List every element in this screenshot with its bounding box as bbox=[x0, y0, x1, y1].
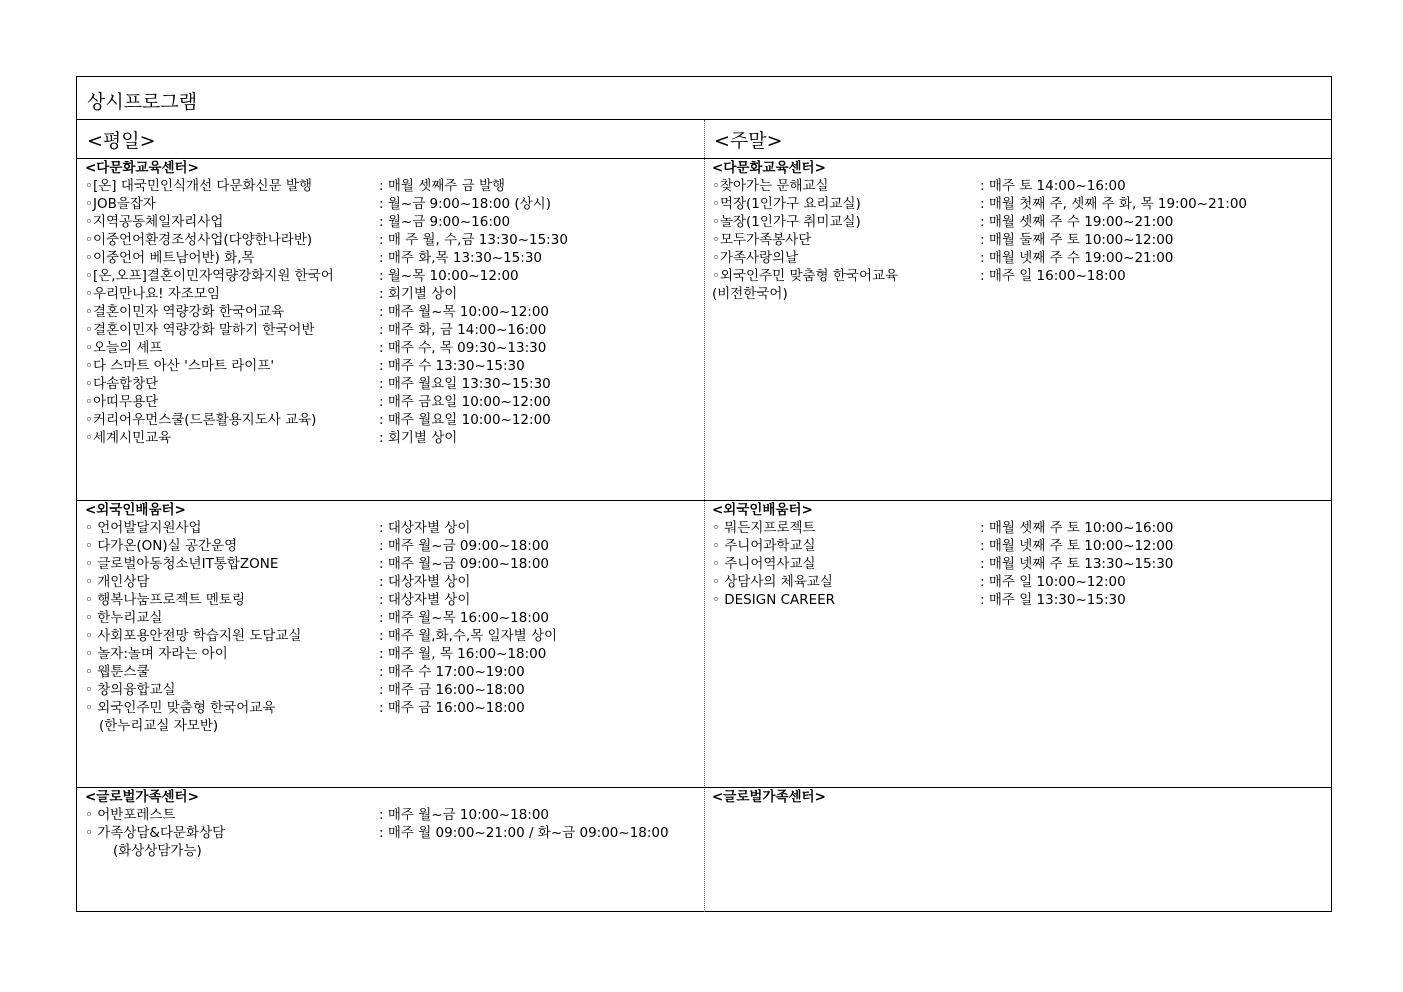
program-item bbox=[85, 555, 700, 573]
program-schedule: : 매주 금 16:00~18:00 bbox=[379, 682, 525, 698]
program-name: ◦다 스마트 아산 '스마트 라이프' bbox=[85, 358, 275, 374]
program-name: ◦커리어우먼스쿨(드론활용지도사 교육) bbox=[85, 412, 317, 428]
program-name: ◦ 사회포용안전망 학습지원 도담교실 bbox=[85, 628, 302, 644]
program-name: ◦ 개인상담 bbox=[85, 574, 150, 590]
weekend-multicultural-section bbox=[712, 159, 1327, 303]
program-schedule: : 매월 셋째 주 수 19:00~21:00 bbox=[980, 214, 1174, 230]
weekday-header: <평일> bbox=[87, 130, 156, 152]
program-item bbox=[85, 824, 700, 842]
program-schedule: : 대상자별 상이 bbox=[379, 520, 471, 536]
program-schedule: : 대상자별 상이 bbox=[379, 574, 471, 590]
program-item bbox=[85, 591, 700, 609]
program-item bbox=[85, 375, 700, 393]
program-schedule: : 매월 첫째 주, 셋째 주 화, 목 19:00~21:00 bbox=[980, 196, 1247, 212]
program-schedule: : 매주 일 10:00~12:00 bbox=[980, 574, 1126, 590]
program-schedule: : 매주 월 09:00~21:00 / 화~금 09:00~18:00 bbox=[379, 825, 669, 841]
program-item bbox=[712, 195, 1327, 213]
program-schedule: : 매주 토 14:00~16:00 bbox=[980, 178, 1126, 194]
program-schedule: : 매주 월~금 10:00~18:00 bbox=[379, 807, 550, 823]
program-schedule: : 매주 월,화,수,목 일자별 상이 bbox=[379, 628, 558, 644]
program-item bbox=[85, 806, 700, 824]
weekday-multicultural-section bbox=[85, 159, 700, 447]
program-name: ◦ 다가온(ON)실 공간운영 bbox=[85, 538, 238, 554]
item-continuation: (화상상담가능) bbox=[113, 843, 202, 859]
program-schedule: : 매주 월, 목 16:00~18:00 bbox=[379, 646, 547, 662]
program-schedule: : 월~금 9:00~16:00 bbox=[379, 214, 511, 230]
program-name: ◦세계시민교육 bbox=[85, 430, 172, 446]
program-name: ◦아띠무용단 bbox=[85, 394, 159, 410]
program-item bbox=[85, 411, 700, 429]
program-schedule: : 매주 화,목 13:30~15:30 bbox=[379, 250, 542, 266]
section-title: <글로벌가족센터> bbox=[85, 789, 199, 805]
section-title: <외국인배움터> bbox=[85, 502, 186, 518]
program-name: ◦[온,오프]결혼이민자역량강화지원 한국어 bbox=[85, 268, 334, 284]
program-item bbox=[85, 321, 700, 339]
program-schedule: : 매주 일 13:30~15:30 bbox=[980, 592, 1126, 608]
program-item bbox=[712, 231, 1327, 249]
program-item bbox=[712, 249, 1327, 267]
program-schedule: : 매월 넷째 주 수 19:00~21:00 bbox=[980, 250, 1174, 266]
program-schedule: : 매주 수 17:00~19:00 bbox=[379, 664, 525, 680]
program-name: ◦모두가족봉사단 bbox=[712, 232, 812, 248]
program-name: ◦오늘의 셰프 bbox=[85, 340, 163, 356]
program-schedule: : 매주 금 16:00~18:00 bbox=[379, 700, 525, 716]
page-title: 상시프로그램 bbox=[87, 91, 198, 113]
program-item bbox=[85, 303, 700, 321]
program-schedule: : 매주 월요일 10:00~12:00 bbox=[379, 412, 551, 428]
program-schedule: : 매주 일 16:00~18:00 bbox=[980, 268, 1126, 284]
program-name: ◦ 어반포레스트 bbox=[85, 807, 176, 823]
program-item bbox=[712, 177, 1327, 195]
section-title: <다문화교육센터> bbox=[85, 160, 199, 176]
program-schedule: : 매월 둘째 주 토 10:00~12:00 bbox=[980, 232, 1174, 248]
program-name: ◦ 웹툰스쿨 bbox=[85, 664, 150, 680]
program-item bbox=[85, 177, 700, 195]
item-continuation: (비전한국어) bbox=[712, 286, 788, 302]
program-schedule: : 매주 월~목 16:00~18:00 bbox=[379, 610, 550, 626]
program-item bbox=[712, 555, 1327, 573]
program-name: ◦ 주니어역사교실 bbox=[712, 556, 816, 572]
program-schedule: : 매주 월~금 09:00~18:00 bbox=[379, 556, 550, 572]
program-item bbox=[712, 573, 1327, 591]
program-name: ◦이중언어환경조성사업(다양한나라반) bbox=[85, 232, 313, 248]
program-schedule: : 월~목 10:00~12:00 bbox=[379, 268, 519, 284]
program-name: ◦ 창의융합교실 bbox=[85, 682, 176, 698]
program-item bbox=[712, 591, 1327, 609]
program-item bbox=[85, 573, 700, 591]
program-schedule: : 매월 넷째 주 토 13:30~15:30 bbox=[980, 556, 1174, 572]
program-name: ◦결혼이민자 역량강화 한국어교육 bbox=[85, 304, 285, 320]
program-name: ◦JOB을잡자 bbox=[85, 196, 156, 212]
program-name: ◦[온] 대국민인식개선 다문화신문 발행 bbox=[85, 178, 312, 194]
program-item bbox=[85, 357, 700, 375]
program-item bbox=[85, 267, 700, 285]
program-schedule: : 대상자별 상이 bbox=[379, 592, 471, 608]
program-name: ◦ 글로벌아동청소년IT통합ZONE bbox=[85, 556, 279, 572]
program-name: ◦결혼이민자 역량강화 말하기 한국어반 bbox=[85, 322, 315, 338]
program-name: ◦ DESIGN CAREER bbox=[712, 592, 836, 608]
weekend-header: <주말> bbox=[714, 130, 783, 152]
program-item bbox=[85, 627, 700, 645]
weekday-foreigner-section bbox=[85, 501, 700, 735]
program-item bbox=[712, 537, 1327, 555]
program-table bbox=[76, 76, 1332, 912]
program-item bbox=[85, 699, 700, 717]
program-schedule: : 매주 수 13:30~15:30 bbox=[379, 358, 525, 374]
program-schedule: : 매월 셋째주 금 발행 bbox=[379, 178, 506, 194]
program-schedule: : 월~금 9:00~18:00 (상시) bbox=[379, 196, 551, 212]
program-name: ◦ 행복나눔프로젝트 멘토링 bbox=[85, 592, 245, 608]
program-item bbox=[85, 339, 700, 357]
weekend-family-section bbox=[712, 788, 1327, 806]
program-item bbox=[85, 645, 700, 663]
column-divider bbox=[704, 120, 705, 912]
weekday-family-section bbox=[85, 788, 700, 860]
program-name: ◦가족사랑의날 bbox=[712, 250, 799, 266]
program-item bbox=[85, 609, 700, 627]
section-title: <외국인배움터> bbox=[712, 502, 813, 518]
program-item bbox=[85, 681, 700, 699]
program-schedule: : 회기별 상이 bbox=[379, 286, 458, 302]
program-item bbox=[85, 285, 700, 303]
program-schedule: : 매월 셋째 주 토 10:00~16:00 bbox=[980, 520, 1174, 536]
program-name: ◦우리만나요! 자조모임 bbox=[85, 286, 221, 302]
program-item bbox=[85, 195, 700, 213]
title-row bbox=[77, 77, 1331, 120]
program-name: ◦ 가족상담&다문화상담 bbox=[85, 825, 226, 841]
program-name: ◦이중언어 베트남어반) 화,목 bbox=[85, 250, 255, 266]
program-item bbox=[85, 213, 700, 231]
program-name: ◦ 언어발달지원사업 bbox=[85, 520, 202, 536]
program-name: ◦ 주니어과학교실 bbox=[712, 538, 816, 554]
program-name: ◦ 외국인주민 맞춤형 한국어교육 bbox=[85, 700, 276, 716]
program-schedule: : 매주 화, 금 14:00~16:00 bbox=[379, 322, 547, 338]
program-schedule: : 매주 금요일 10:00~12:00 bbox=[379, 394, 551, 410]
program-item bbox=[85, 249, 700, 267]
program-name: ◦ 상담사의 체육교실 bbox=[712, 574, 833, 590]
program-name: ◦다솜합창단 bbox=[85, 376, 159, 392]
program-name: ◦찾아가는 문해교실 bbox=[712, 178, 829, 194]
program-schedule: : 매주 수, 목 09:30~13:30 bbox=[379, 340, 547, 356]
program-item bbox=[85, 231, 700, 249]
program-schedule: : 회기별 상이 bbox=[379, 430, 458, 446]
program-item bbox=[712, 267, 1327, 285]
program-item bbox=[85, 663, 700, 681]
program-schedule: : 매주 월~목 10:00~12:00 bbox=[379, 304, 550, 320]
weekend-foreigner-section bbox=[712, 501, 1327, 609]
program-item bbox=[712, 213, 1327, 231]
program-schedule: : 매월 넷째 주 토 10:00~12:00 bbox=[980, 538, 1174, 554]
program-item bbox=[85, 429, 700, 447]
item-continuation: (한누리교실 자모반) bbox=[99, 718, 219, 734]
program-name: ◦먹장(1인가구 요리교실) bbox=[712, 196, 861, 212]
program-name: ◦ 한누리교실 bbox=[85, 610, 163, 626]
program-schedule: : 매주 월~금 09:00~18:00 bbox=[379, 538, 550, 554]
program-name: ◦지역공동체일자리사업 bbox=[85, 214, 224, 230]
section-title: <다문화교육센터> bbox=[712, 160, 826, 176]
program-schedule: : 매 주 월, 수,금 13:30~15:30 bbox=[379, 232, 568, 248]
program-name: ◦놀장(1인가구 취미교실) bbox=[712, 214, 861, 230]
program-item bbox=[85, 537, 700, 555]
program-item bbox=[85, 393, 700, 411]
program-item bbox=[712, 519, 1327, 537]
program-name: ◦ 뭐든지프로젝트 bbox=[712, 520, 816, 536]
program-item bbox=[85, 519, 700, 537]
program-name: ◦ 놀자:놀며 자라는 아이 bbox=[85, 646, 228, 662]
program-schedule: : 매주 월요일 13:30~15:30 bbox=[379, 376, 551, 392]
section-title: <글로벌가족센터> bbox=[712, 789, 826, 805]
program-name: ◦외국인주민 맞춤형 한국어교육 bbox=[712, 268, 899, 284]
